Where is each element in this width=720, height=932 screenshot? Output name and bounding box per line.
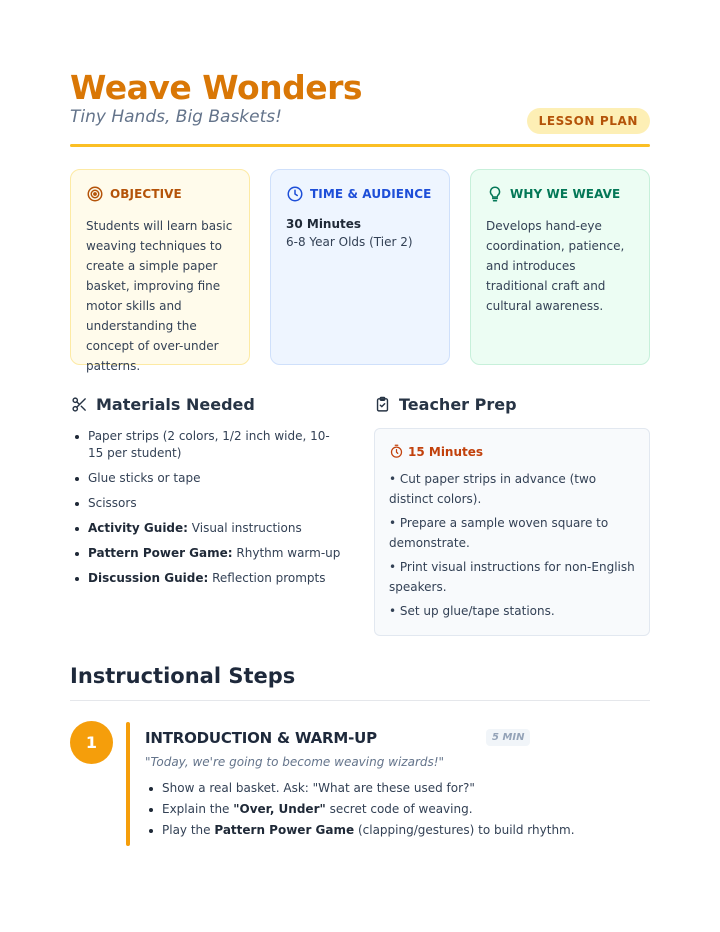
list-item: • Print visual instructions for non-English speakers. [389, 560, 635, 594]
lightbulb-icon [486, 185, 504, 203]
step-quote: "Today, we're going to become weaving wizards!" [145, 755, 445, 769]
target-icon [86, 185, 104, 203]
objective-card [70, 169, 250, 373]
clipboard-check-icon [374, 396, 391, 413]
stopwatch-icon [389, 444, 404, 459]
list-item: Scissors [72, 495, 342, 512]
list-item: Discussion Guide: Reflection prompts [72, 570, 342, 587]
scissors-icon [71, 396, 88, 413]
header-divider [70, 144, 650, 147]
step-duration-badge: 5 MIN [486, 729, 530, 746]
materials-list [72, 428, 342, 595]
teacher-prep-title: Teacher Prep [399, 395, 517, 414]
step-title: INTRODUCTION & WARM-UP [145, 729, 377, 747]
objective-title: OBJECTIVE [110, 187, 182, 201]
clock-icon [286, 185, 304, 203]
page-subtitle: Tiny Hands, Big Baskets! [70, 107, 282, 127]
steps-divider [70, 700, 650, 701]
list-item: • Set up glue/tape stations. [389, 604, 555, 618]
list-item: Activity Guide: Visual instructions [72, 520, 342, 537]
header [70, 68, 650, 127]
teacher-prep-box [374, 428, 650, 636]
step-bullets [147, 780, 627, 843]
materials-heading [71, 395, 255, 414]
list-item: Play the Pattern Power Game (clapping/gestures) to build rhythm. [147, 822, 627, 839]
list-item: Glue sticks or tape [72, 470, 342, 487]
lesson-plan-badge: LESSON PLAN [527, 108, 650, 134]
list-item: • Cut paper strips in advance (two distinct colors). [389, 472, 597, 506]
list-item: Show a real basket. Ask: "What are these used for?" [147, 780, 627, 797]
why-we-weave-card [470, 169, 650, 365]
duration-text: 30 Minutes [286, 217, 362, 231]
steps-title: Instructional Steps [70, 664, 296, 688]
list-item: Paper strips (2 colors, 1/2 inch wide, 10-15 per student) [72, 428, 342, 462]
list-item: Pattern Power Game: Rhythm warm-up [72, 545, 342, 562]
materials-title: Materials Needed [96, 395, 255, 414]
audience-text: 6-8 Year Olds (Tier 2) [286, 235, 413, 249]
why-we-weave-title: WHY WE WEAVE [510, 187, 621, 201]
why-we-weave-text: Develops hand-eye coordination, patience, and introduces traditional craft and cultural awareness. [486, 219, 625, 313]
page-title: Weave Wonders [70, 68, 363, 107]
time-audience-title: TIME & AUDIENCE [310, 187, 432, 201]
list-item: • Prepare a sample woven square to demonstrate. [389, 516, 609, 550]
prep-duration: 15 Minutes [408, 444, 484, 459]
teacher-prep-heading [374, 395, 517, 414]
step-accent-bar [126, 722, 130, 846]
objective-text: Students will learn basic weaving techniques to create a simple paper basket, improving fine motor skills and understanding the concept of over-under patterns. [86, 219, 233, 373]
list-item: Explain the "Over, Under" secret code of weaving. [147, 801, 627, 818]
time-audience-card [270, 169, 450, 365]
prep-list [389, 469, 635, 621]
step-number: 1 [70, 721, 113, 764]
